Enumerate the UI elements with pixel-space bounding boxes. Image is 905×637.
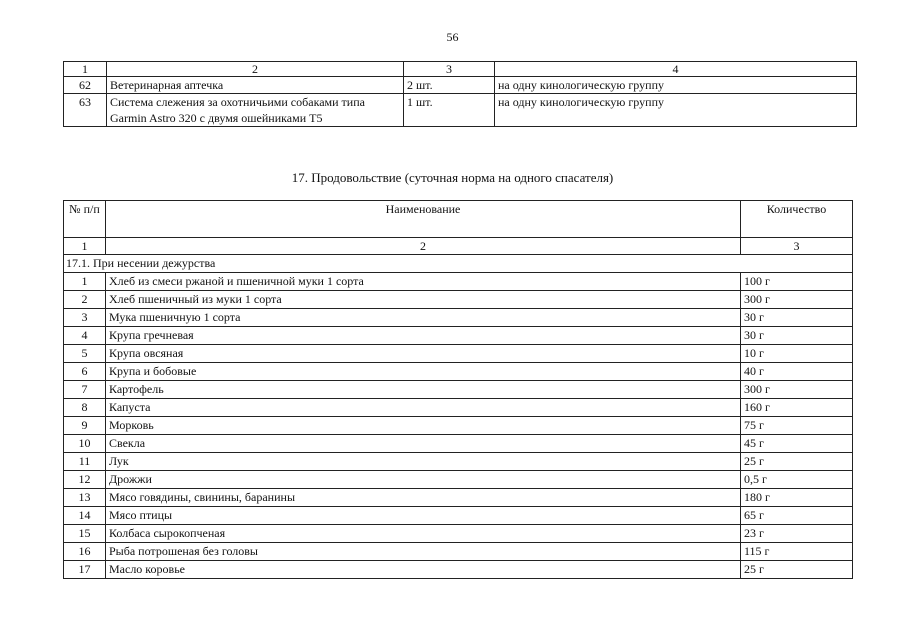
item-name: Крупа и бобовые xyxy=(106,363,741,381)
table-row xyxy=(64,291,853,309)
header-name: Наименование xyxy=(106,201,741,238)
equipment-table xyxy=(63,61,857,127)
row-number: 10 xyxy=(64,435,106,453)
row-number: 5 xyxy=(64,345,106,363)
item-name: Хлеб из смеси ржаной и пшеничной муки 1 сорта xyxy=(106,273,741,291)
table-row xyxy=(64,453,853,471)
item-quantity: 30 г xyxy=(741,309,853,327)
table-row xyxy=(64,507,853,525)
item-quantity: 300 г xyxy=(741,381,853,399)
table-row xyxy=(64,381,853,399)
table-row xyxy=(64,327,853,345)
column-numbers-row xyxy=(64,238,853,255)
col-number-cell: 4 xyxy=(495,62,857,77)
row-number: 11 xyxy=(64,453,106,471)
item-quantity: 45 г xyxy=(741,435,853,453)
table-row xyxy=(64,489,853,507)
section-title: 17. Продовольствие (суточная норма на одного спасателя) xyxy=(291,170,614,185)
table-row xyxy=(64,363,853,381)
table-row xyxy=(64,543,853,561)
table-row xyxy=(64,435,853,453)
item-name: Крупа овсяная xyxy=(106,345,741,363)
subsection-title: 17.1. При несении дежурства xyxy=(64,255,853,273)
item-name: Мясо говядины, свинины, баранины xyxy=(106,489,741,507)
row-number: 14 xyxy=(64,507,106,525)
item-name: Крупа гречневая xyxy=(106,327,741,345)
col-number-cell: 1 xyxy=(64,238,106,255)
item-name: Морковь xyxy=(106,417,741,435)
table-row xyxy=(64,561,853,579)
item-quantity: 0,5 г xyxy=(741,471,853,489)
item-name: Капуста xyxy=(106,399,741,417)
item-name: Масло коровье xyxy=(106,561,741,579)
table-row xyxy=(64,399,853,417)
item-quantity: 300 г xyxy=(741,291,853,309)
table-row xyxy=(64,417,853,435)
row-number: 15 xyxy=(64,525,106,543)
item-name: Колбаса сырокопченая xyxy=(106,525,741,543)
item-name: Картофель xyxy=(106,381,741,399)
item-name: Мука пшеничную 1 сорта xyxy=(106,309,741,327)
table-row xyxy=(64,94,857,127)
table-row xyxy=(64,273,853,291)
item-name: Свекла xyxy=(106,435,741,453)
table-row xyxy=(64,309,853,327)
col-number-cell: 3 xyxy=(741,238,853,255)
table-header-row xyxy=(64,62,857,77)
row-number: 13 xyxy=(64,489,106,507)
row-number: 1 xyxy=(64,273,106,291)
item-quantity: 180 г xyxy=(741,489,853,507)
item-quantity: 10 г xyxy=(741,345,853,363)
table-row xyxy=(64,345,853,363)
item-note: на одну кинологическую группу xyxy=(495,94,857,127)
page-number: 56 xyxy=(446,30,459,44)
item-name: Мясо птицы xyxy=(106,507,741,525)
item-quantity: 25 г xyxy=(741,561,853,579)
item-name: Лук xyxy=(106,453,741,471)
col-number-cell: 2 xyxy=(107,62,404,77)
col-number-cell: 1 xyxy=(64,62,107,77)
table-row xyxy=(64,471,853,489)
item-note: на одну кинологическую группу xyxy=(495,77,857,94)
item-quantity: 65 г xyxy=(741,507,853,525)
row-number: 6 xyxy=(64,363,106,381)
item-quantity: 23 г xyxy=(741,525,853,543)
row-number: 8 xyxy=(64,399,106,417)
table-row xyxy=(64,77,857,94)
col-number-cell: 2 xyxy=(106,238,741,255)
header-quantity: Количество xyxy=(741,201,853,238)
row-number: 3 xyxy=(64,309,106,327)
item-quantity: 115 г xyxy=(741,543,853,561)
row-number: 12 xyxy=(64,471,106,489)
item-name: Рыба потрошеная без головы xyxy=(106,543,741,561)
row-number: 4 xyxy=(64,327,106,345)
row-number: 62 xyxy=(64,77,107,94)
item-quantity: 75 г xyxy=(741,417,853,435)
header-number: № п/п xyxy=(64,201,106,238)
item-name: Ветеринарная аптечка xyxy=(107,77,404,94)
row-number: 2 xyxy=(64,291,106,309)
item-quantity: 40 г xyxy=(741,363,853,381)
row-number: 17 xyxy=(64,561,106,579)
row-number: 16 xyxy=(64,543,106,561)
item-quantity: 100 г xyxy=(741,273,853,291)
row-number: 9 xyxy=(64,417,106,435)
row-number: 63 xyxy=(64,94,107,127)
item-name: Система слежения за охотничьими собаками типа Garmin Astro 320 с двумя ошейниками Т5 xyxy=(107,94,404,127)
food-table xyxy=(63,200,853,579)
item-name: Хлеб пшеничный из муки 1 сорта xyxy=(106,291,741,309)
item-quantity: 30 г xyxy=(741,327,853,345)
item-quantity: 1 шт. xyxy=(404,94,495,127)
item-quantity: 160 г xyxy=(741,399,853,417)
row-number: 7 xyxy=(64,381,106,399)
table-header-row xyxy=(64,201,853,238)
subsection-row xyxy=(64,255,853,273)
item-quantity: 25 г xyxy=(741,453,853,471)
item-quantity: 2 шт. xyxy=(404,77,495,94)
table-row xyxy=(64,525,853,543)
item-name: Дрожжи xyxy=(106,471,741,489)
col-number-cell: 3 xyxy=(404,62,495,77)
